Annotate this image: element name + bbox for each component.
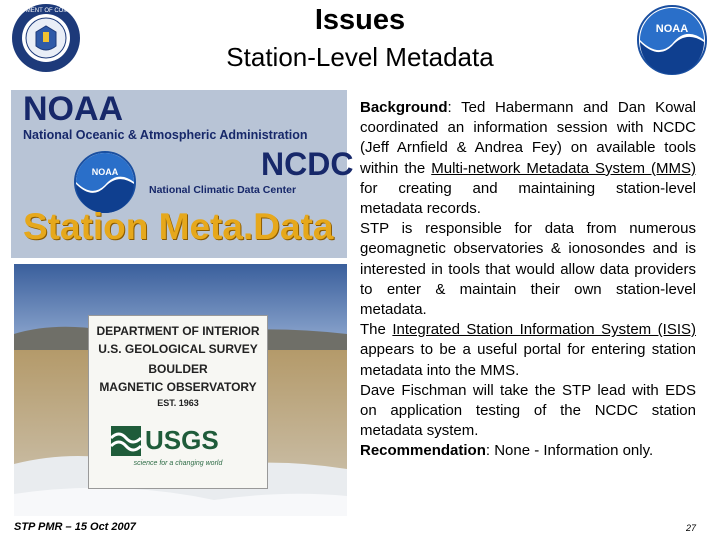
banner-station-metadata-text: Station Meta.Data bbox=[23, 206, 334, 247]
slide-subtitle: Station-Level Metadata bbox=[226, 42, 494, 72]
svg-text:NOAA: NOAA bbox=[91, 167, 119, 177]
recommendation-label: Recommendation bbox=[360, 442, 486, 460]
isis-paragraph: The Integrated Station Information System (ISIS) appears to be a useful portal for entering station metadata into the MMS. bbox=[360, 321, 696, 379]
usgs-wave-icon bbox=[111, 426, 141, 456]
usgs-tagline: science for a changing world bbox=[133, 460, 223, 467]
banner-ncdc-full-name: National Climatic Data Center bbox=[149, 184, 297, 196]
slide-body bbox=[360, 98, 696, 462]
svg-text:DEPARTMENT OF COMMERCE: DEPARTMENT OF COMMERCE bbox=[1, 8, 91, 14]
sign-line-1: DEPARTMENT OF INTERIOR bbox=[96, 324, 260, 338]
recommendation-paragraph: Recommendation: None - Information only. bbox=[360, 442, 654, 460]
background-label: Background bbox=[360, 99, 448, 116]
isis-link[interactable]: Integrated Station Information System (ISIS) bbox=[392, 321, 696, 339]
background-paragraph: Background: Ted Habermann and Dan Kowal coordinated an information session with NCDC (Jeff Arnfield & Andrea Fey) on available tools within the Multi-network Metadata System (MMS) for creating and maintaining station-level metadata records. bbox=[360, 99, 696, 218]
sign-line-4: MAGNETIC OBSERVATORY bbox=[99, 380, 257, 394]
stp-paragraph: STP is responsible for data from numerous geomagnetic observatories & ionosondes and is interested in tools that would allow data providers to enter & maintain their own station-level metadata. bbox=[360, 220, 696, 319]
slide-title: Issues bbox=[314, 4, 406, 36]
banner-noaa-full-name: National Oceanic & Atmospheric Administration bbox=[23, 128, 308, 142]
sign-line-5: EST. 1963 bbox=[157, 398, 199, 408]
observatory-sign bbox=[88, 315, 268, 489]
observatory-sign-photo bbox=[14, 264, 347, 516]
sign-line-3: BOULDER bbox=[148, 362, 208, 376]
station-metadata-banner bbox=[11, 90, 354, 258]
usgs-logo-text: USGS bbox=[145, 425, 219, 455]
mms-link[interactable]: Multi-network Metadata System (MMS) bbox=[431, 159, 696, 177]
page-number: 27 bbox=[686, 523, 697, 533]
banner-noaa-text: NOAA bbox=[23, 90, 124, 128]
footer-label: STP PMR – 15 Oct 2007 bbox=[14, 521, 136, 533]
svg-text:NOAA: NOAA bbox=[655, 23, 689, 35]
sign-line-2: U.S. GEOLOGICAL SURVEY bbox=[98, 342, 258, 356]
fischman-paragraph: Dave Fischman will take the STP lead with EDS on application testing of the NCDC station metadata system. bbox=[360, 381, 696, 440]
banner-ncdc-text: NCDC bbox=[261, 146, 354, 182]
